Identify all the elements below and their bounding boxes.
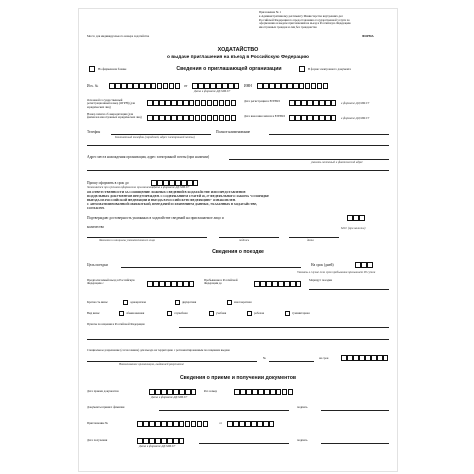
invitation-date-label: от [219,421,222,425]
official-checkbox[interactable] [167,311,172,316]
address-line[interactable] [229,159,389,160]
warning-line-3: ВЫЕЗДА ИЗ РОССИЙСКОЙ ФЕДЕРАЦИИ И ВЪЕЗДА В РОССИЙСКУЮ ФЕДЕРАЦИЮ" ОЗНАКОМЛЕН. [87,198,236,202]
date-hint: Дата в формате ДД.ММ.ГГ [194,89,231,93]
multiple-entry-label: многократная [234,300,252,304]
warning-line-4: С АВТОМАТИЗИРОВАННОЙ ОБРАБОТКОЙ, ПЕРЕДАЧЕЙ И ХРАНЕНИЕМ ДАННЫХ, УКАЗАННЫХ В ХОДАТАЙСТВЕ, [87,202,258,206]
period-date-hint: Дата в формате ДД.ММ.ГГ [153,185,190,189]
receipt-sign-label: подпись [297,438,308,442]
reg-number-label: Рег. номер [204,389,218,393]
invitation-label: Приглашение № [87,421,108,425]
accred-date-label: Дата внесения записи в ЕГРЮЛ [244,114,285,118]
signature-hint: подпись [239,238,250,242]
org-section-heading: Сведения о приглашающей организации [176,66,282,72]
work-checkbox[interactable] [247,311,252,316]
special-permit-label: Специальное разрешение (согласование) для въезда на территорию с регламентированным посещением выдано [87,348,231,352]
inn-label: ИНН [244,84,252,88]
reg-number-cells[interactable] [234,389,294,395]
letterhead-label: На фирменном бланке [98,66,127,71]
accred-date-hint: в формате ДД.ММ.ГГ [341,116,370,120]
humanitarian-label: гуманитарная [292,311,310,315]
appendix-title: Приложение № 1 [259,10,281,14]
humanitarian-checkbox[interactable] [285,311,290,316]
appendix-line-3: оформлению и выдаче приглашений на въезд в Российскую Федерацию [259,21,351,25]
from-date-label: от [184,84,188,88]
fullname-label: Полное наименование [216,130,251,134]
person-count-cells[interactable] [347,215,365,221]
inn-cells[interactable] [257,83,329,89]
docs-sign-line[interactable] [321,410,389,411]
term-hint: Указать в случае если срок пребывания превышает 90 суток [297,270,376,274]
outgoing-number-cells[interactable] [109,83,181,89]
official-label: служебная [174,311,188,315]
ogrn-label: Основной государственный регистрационный номер (ОГРН) (для юридических лиц) [87,98,135,109]
accept-date-label: Дата приема документов [87,389,119,393]
form-label: ФОРМА [362,34,374,38]
permit-term-cells[interactable] [341,355,389,361]
period-hint: Заполняется при срочном оформлении приглашения [87,185,154,189]
invitation-cells[interactable] [137,421,209,427]
stamp-label: М.П. (при наличии) [341,226,366,230]
ordinary-checkbox[interactable] [119,311,124,316]
work-label: рабочая [254,311,265,315]
visa-type-label: Вид визы: [87,311,100,315]
multiplicity-label: Кратность визы: [87,300,109,304]
signature-date-line[interactable] [289,237,339,238]
document-title: ХОДАТАЙСТВО [217,47,259,53]
fullname-line-2[interactable] [87,145,389,146]
reg-date-cells[interactable] [289,100,337,106]
appendix-line-2: Российской Федерации по предоставлению государственной услуги по [259,17,350,22]
accreditation-cells[interactable] [147,115,237,121]
warning-line-1: ОБ ОТВЕТСТВЕННОСТИ ЗА СООБЩЕНИЕ ЛОЖНЫХ СВЕДЕНИЙ В ХОДАТАЙСТВЕ ИЛИ ПРЕДСТАВЛЕНИЕ [87,190,246,194]
points-line-2[interactable] [87,339,389,340]
accred-date-cells[interactable] [289,115,337,121]
accreditation-label: Номер записи об аккредитации (для филиалов иностранных юридических лиц) [87,112,142,120]
letterhead-checkbox[interactable] [89,66,95,72]
phone-label: Телефон [87,130,101,134]
term-label: На срок (дней) [311,263,334,267]
trip-section-heading: Сведения о поездке [212,249,264,255]
address-hint: указать почтовый и фактический адрес [311,160,363,164]
purpose-label: Цель поездки [87,263,108,267]
warning-line-5: СОГЛАСЕН. [87,206,105,210]
receipt-name-line[interactable] [199,443,289,444]
study-checkbox[interactable] [209,311,214,316]
points-line[interactable] [179,327,389,328]
single-entry-label: однократная [130,300,146,304]
route-line[interactable] [309,289,389,290]
receipt-date-label: Дата получения [87,438,108,442]
signature-name-hint: Фамилия и инициалы уполномоченного лица [99,238,155,242]
place-label: Место для индивидуального номера ходатайства [87,34,150,38]
accept-date-hint: Дата в формате ДД.ММ.ГГ [151,395,188,399]
ogrn-cells[interactable] [147,100,237,106]
receipt-section-heading: Сведения о приеме и получении документов [179,375,297,381]
multiple-entry-checkbox[interactable] [227,300,232,305]
stay-label: Пребывание в Российской Федерации до [204,278,238,286]
form-page [78,8,398,472]
double-entry-label: двукратная [182,300,197,304]
entry-label: Предполагаемый въезд в Российскую Федерацию с [87,278,135,286]
electronic-checkbox[interactable] [299,66,305,72]
electronic-label: В форме электронного документа [308,66,351,71]
permit-number-label: № [263,356,266,360]
fullname-line[interactable] [269,134,389,135]
entry-cells[interactable] [147,281,195,287]
docs-sign-label: подпись [297,405,308,409]
phone-hint: Контактный телефон (городской, адрес электронной почты) [115,135,195,139]
study-label: учебная [216,311,227,315]
stay-cells[interactable] [254,281,302,287]
points-label: Пункты посещения в Российской Федерации [87,322,145,326]
reg-date-hint: в формате ДД.ММ.ГГ [341,101,370,105]
route-label: Маршрут поездки [309,278,333,282]
outgoing-number-label: Исх. № [87,84,99,88]
confirm-label-2: количество [87,225,105,229]
ordinary-label: обыкновенная [126,311,145,315]
confirm-label: Подтверждаю достоверность указанных в ходатайстве сведений на приглашаемое лицо и [87,216,224,220]
docs-accepted-line[interactable] [159,410,289,411]
appendix-line-4: иностранных граждан и лиц без гражданства [259,24,317,29]
address-line-2[interactable] [87,170,389,171]
document-subtitle: о выдаче приглашения на въезд в Российскую Федерацию [166,55,310,60]
single-entry-checkbox[interactable] [123,300,128,305]
invitation-date-cells[interactable] [227,421,275,427]
date-hint-2: дата [307,238,314,242]
warning-line-2: ПОДДЕЛЬНЫХ ДОКУМЕНТОВ ПРЕДУПРЕЖДЕН. С СОДЕРЖАНИЕМ СТАТЕЙ 26, 27 ФЕДЕРАЛЬНОГО ЗАКОНА "О ПОРЯДКЕ [87,194,270,198]
appendix-line-1: к Административному регламенту Министерства внутренних дел [259,14,343,18]
reg-date-label: Дата регистрации в ЕГРЮЛ [244,99,280,103]
docs-accepted-label: Документы принял: фамилия [87,405,125,409]
address-label: Адрес места нахождения организации, адрес электронной почты (при наличии) [87,155,210,159]
special-permit-hint: Наименование организации, выдавшей разрешение [119,362,184,366]
period-label: Прошу оформить в срок до [87,181,129,185]
permit-term-label: на срок [319,356,329,360]
term-cells[interactable] [355,262,373,268]
signature-line[interactable] [219,237,279,238]
receipt-date-hint: Дата в формате ДД.ММ.ГГ [139,444,176,448]
permit-number-line[interactable] [269,361,314,362]
double-entry-checkbox[interactable] [175,300,180,305]
purpose-line[interactable] [121,267,301,268]
receipt-sign-line[interactable] [321,443,389,444]
